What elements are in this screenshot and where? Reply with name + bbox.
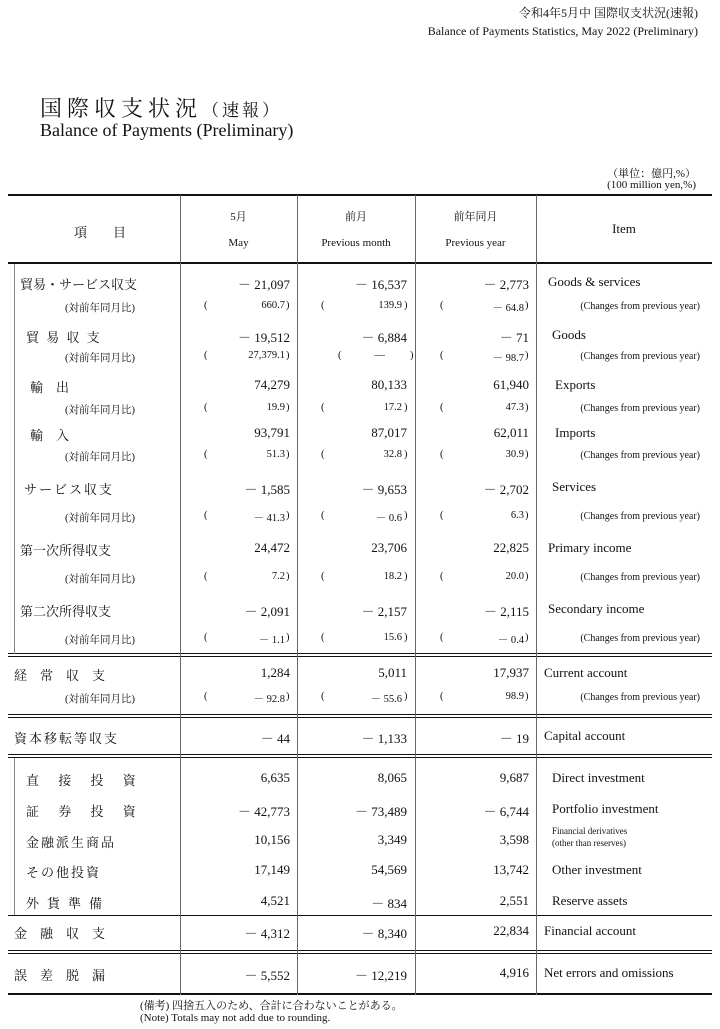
header-line-en: Balance of Payments Statistics, May 2022 (Preliminary) (427, 24, 698, 38)
paren-open: ( (204, 571, 208, 582)
paren-close: ) (525, 350, 529, 361)
row-goods-services-change-en: (Changes from previous year) (580, 301, 700, 312)
paren-open: ( (321, 402, 325, 413)
row-primary-prevyr: 22,825 (493, 540, 529, 555)
paren-close: ) (286, 510, 290, 521)
page-title-ja (40, 92, 282, 123)
rule-current-b (8, 656, 712, 657)
row-secondary-change-en: (Changes from previous year) (580, 633, 700, 644)
row-current-en: Current account (544, 665, 628, 680)
row-current-may: 1,284 (260, 665, 290, 680)
title-main: 国際収支状況 (40, 96, 203, 121)
paren-close: ) (404, 402, 408, 413)
row-errors-en: Net errors and omissions (544, 965, 674, 980)
row-direct-en: Direct investment (552, 770, 645, 785)
paren-open: ( (204, 402, 208, 413)
row-primary-change-label: (対前年同月比) (65, 574, 135, 585)
rule-errors-a (8, 950, 712, 951)
row-goods-change-en: (Changes from previous year) (580, 351, 700, 362)
row-imports-prevyr: 62,011 (493, 425, 529, 440)
unit-en: (100 million yen,%) (607, 179, 696, 191)
row-current-change-prevyr: 98.9 (505, 691, 524, 702)
paren-open: ( (204, 449, 208, 460)
row-other-en: Other investment (552, 862, 642, 877)
row-financial-prevyr: 22,834 (493, 923, 529, 938)
paren-open: ( (321, 510, 325, 521)
row-current-change-prev: － 55.6 (370, 694, 402, 705)
row-secondary-may: － 2,091 (244, 604, 290, 619)
row-goods-may: － 19,512 (237, 330, 290, 345)
paren-open: ( (204, 350, 208, 361)
col-divider-4 (536, 195, 537, 995)
row-imports-change-en: (Changes from previous year) (580, 450, 700, 461)
paren-open: ( (321, 300, 325, 311)
row-services-prevyr: － 2,702 (483, 482, 529, 497)
row-capital-prev: － 1,133 (361, 731, 407, 746)
row-goods-services-change-label: (対前年同月比) (65, 303, 135, 314)
paren-close: ) (286, 402, 290, 413)
row-portfolio-prev: － 73,489 (354, 804, 407, 819)
page-title-en: Balance of Payments (Preliminary) (40, 120, 294, 140)
paren-open: ( (440, 632, 444, 643)
row-secondary-label: 第二次所得収支 (20, 604, 112, 619)
row-current-prevyr: 17,937 (493, 665, 529, 680)
row-exports-change-en: (Changes from previous year) (580, 403, 700, 414)
row-imports-change-label: (対前年同月比) (65, 452, 135, 463)
col-header-item-ja: 項 目 (73, 225, 126, 240)
row-secondary-prevyr: － 2,115 (483, 604, 529, 619)
row-primary-change-may: 7.2 (271, 571, 285, 582)
paren-open: ( (321, 691, 325, 702)
paren-close: ) (286, 350, 290, 361)
row-primary-change-prev: 18.2 (383, 571, 402, 582)
row-derivatives-prev: 3,349 (377, 832, 407, 847)
row-goods-services-prev: － 16,537 (354, 277, 407, 292)
row-direct-prev: 8,065 (377, 770, 407, 785)
note-ja: (備考) 四捨五入のため、合計に合わないことがある。 (140, 1000, 403, 1012)
paren-open: ( (440, 300, 444, 311)
inner-bracket-invest (14, 758, 15, 915)
row-errors-label: 誤 差 脱 漏 (14, 968, 106, 983)
col-header-may-en: May (228, 237, 249, 249)
row-services-change-prevyr: 6.3 (510, 510, 524, 521)
row-services-change-prev: － 0.6 (375, 513, 402, 524)
row-direct-label: 直 接 投 資 (26, 773, 144, 788)
row-imports-change-prevyr: 30.9 (505, 449, 524, 460)
paren-open: ( (440, 571, 444, 582)
row-goods-change-prev: ― (374, 350, 385, 361)
row-services-prev: － 9,653 (361, 482, 407, 497)
row-primary-may: 24,472 (254, 540, 290, 555)
row-current-change-label: (対前年同月比) (65, 694, 135, 705)
row-services-may: － 1,585 (244, 482, 290, 497)
row-goods-prevyr: － 71 (499, 330, 529, 345)
row-current-prev: 5,011 (378, 665, 407, 680)
rule-capital-b (8, 717, 712, 718)
row-financial-en: Financial account (544, 923, 637, 938)
row-derivatives-may: 10,156 (254, 832, 290, 847)
row-derivatives-en-1: Financial derivatives (552, 826, 628, 836)
paren-close: ) (404, 300, 408, 311)
row-secondary-change-label: (対前年同月比) (65, 635, 135, 646)
paren-open: ( (204, 510, 208, 521)
paren-close: ) (410, 350, 414, 361)
col-header-item-en: Item (612, 221, 636, 236)
row-exports-label: 輸 出 (30, 380, 70, 395)
row-imports-en: Imports (555, 425, 596, 440)
rule-invest-b (8, 757, 712, 758)
row-goods-services-may: － 21,097 (237, 277, 290, 292)
row-derivatives-en-2: (other than reserves) (552, 838, 626, 848)
row-primary-change-prevyr: 20.0 (505, 571, 524, 582)
header-line-ja: 令和4年5月中 国際収支状況(速報) (519, 6, 698, 20)
paren-close: ) (404, 632, 408, 643)
paren-close: ) (286, 691, 290, 702)
row-exports-en: Exports (555, 377, 596, 392)
row-direct-prevyr: 9,687 (499, 770, 529, 785)
paren-open: ( (440, 402, 444, 413)
rule-top (8, 194, 712, 196)
row-goods-services-change-prev: 139.9 (378, 300, 402, 311)
row-exports-prev: 80,133 (371, 377, 407, 392)
row-primary-change-en: (Changes from previous year) (580, 572, 700, 583)
row-services-change-may: － 41.3 (253, 513, 285, 524)
paren-open: ( (440, 449, 444, 460)
row-capital-label: 資本移転等収支 (14, 731, 120, 746)
row-capital-may: － 44 (260, 731, 290, 746)
row-secondary-change-prev: 15.6 (383, 632, 402, 643)
row-reserve-prev: － 834 (371, 896, 407, 911)
paren-open: ( (321, 632, 325, 643)
row-goods-en: Goods (552, 327, 586, 342)
col-header-prevyr-ja: 前年同月 (453, 211, 498, 223)
row-derivatives-prevyr: 3,598 (499, 832, 529, 847)
row-reserve-prevyr: 2,551 (499, 893, 529, 908)
row-financial-prev: － 8,340 (361, 926, 407, 941)
row-goods-services-change-prevyr: － 64.8 (492, 303, 524, 314)
col-header-prev-en: Previous month (321, 237, 391, 249)
row-imports-label: 輸 入 (30, 428, 70, 443)
row-reserve-en: Reserve assets (552, 893, 628, 908)
row-primary-prev: 23,706 (371, 540, 407, 555)
row-goods-change-may: 27,379.1 (248, 350, 285, 361)
rule-current-a (8, 653, 712, 654)
rule-capital-a (8, 714, 712, 715)
paren-close: ) (286, 632, 290, 643)
row-exports-change-may: 19.9 (266, 402, 285, 413)
paren-open: ( (204, 632, 208, 643)
row-financial-may: － 4,312 (244, 926, 290, 941)
row-exports-may: 74,279 (254, 377, 290, 392)
note-en: (Note) Totals may not add due to rounding. (140, 1012, 331, 1024)
row-goods-services-label: 貿易・サービス収支 (20, 277, 138, 292)
rule-bottom (8, 993, 712, 995)
row-errors-may: － 5,552 (244, 968, 290, 983)
row-portfolio-may: － 42,773 (237, 804, 290, 819)
rule-financial (8, 915, 712, 916)
paren-close: ) (525, 510, 529, 521)
col-header-may-ja: 5月 (230, 211, 247, 223)
row-goods-services-prevyr: － 2,773 (483, 277, 529, 292)
paren-close: ) (525, 449, 529, 460)
paren-close: ) (525, 402, 529, 413)
row-services-en: Services (552, 479, 597, 494)
row-reserve-label: 外貨準備 (26, 896, 111, 911)
row-exports-change-label: (対前年同月比) (65, 405, 135, 416)
row-capital-prevyr: － 19 (499, 731, 529, 746)
row-goods-change-prevyr: － 98.7 (492, 353, 524, 364)
rule-header (8, 262, 712, 264)
row-primary-label: 第一次所得収支 (20, 543, 112, 558)
row-imports-prev: 87,017 (371, 425, 407, 440)
title-sub: （速報） (202, 101, 283, 120)
row-errors-prev: － 12,219 (354, 968, 407, 983)
row-current-change-may: － 92.8 (253, 694, 285, 705)
col-divider-2 (297, 195, 298, 995)
row-reserve-may: 4,521 (260, 893, 290, 908)
row-current-change-en: (Changes from previous year) (580, 692, 700, 703)
rule-invest-a (8, 754, 712, 755)
row-direct-may: 6,635 (260, 770, 290, 785)
row-services-label: サービス収支 (24, 482, 115, 497)
row-secondary-en: Secondary income (548, 601, 645, 616)
paren-open: ( (440, 510, 444, 521)
row-other-prev: 54,569 (371, 862, 407, 877)
row-portfolio-label: 証 券 投 資 (26, 804, 144, 819)
paren-close: ) (525, 691, 529, 702)
row-goods-change-label: (対前年同月比) (65, 353, 135, 364)
row-primary-en: Primary income (548, 540, 632, 555)
paren-open: ( (204, 300, 208, 311)
row-other-label: その他投資 (26, 865, 102, 880)
row-services-change-en: (Changes from previous year) (580, 511, 700, 522)
paren-open: ( (204, 691, 208, 702)
row-services-change-label: (対前年同月比) (65, 513, 135, 524)
paren-close: ) (286, 571, 290, 582)
row-current-label: 経 常 収 支 (14, 668, 106, 683)
row-imports-change-prev: 32.8 (383, 449, 402, 460)
paren-open: ( (321, 449, 325, 460)
col-divider-1 (180, 195, 181, 995)
paren-open: ( (321, 571, 325, 582)
row-secondary-change-may: － 1.1 (258, 635, 285, 646)
row-derivatives-label: 金融派生商品 (26, 835, 117, 850)
paren-close: ) (404, 571, 408, 582)
row-errors-prevyr: 4,916 (499, 965, 529, 980)
row-secondary-prev: － 2,157 (361, 604, 407, 619)
row-goods-label: 貿 易 収 支 (26, 330, 102, 345)
row-exports-prevyr: 61,940 (493, 377, 529, 392)
paren-close: ) (286, 300, 290, 311)
unit-ja: （単位：億円,%） (607, 168, 696, 180)
row-portfolio-prevyr: － 6,744 (483, 804, 529, 819)
row-capital-en: Capital account (544, 728, 626, 743)
row-goods-services-en: Goods & services (548, 274, 641, 289)
row-financial-label: 金 融 収 支 (14, 926, 106, 941)
row-other-may: 17,149 (254, 862, 290, 877)
paren-close: ) (286, 449, 290, 460)
row-exports-change-prev: 17.2 (383, 402, 402, 413)
row-imports-may: 93,791 (254, 425, 290, 440)
col-divider-3 (415, 195, 416, 995)
row-goods-prev: － 6,884 (361, 330, 407, 345)
row-imports-change-may: 51.3 (266, 449, 285, 460)
paren-close: ) (525, 571, 529, 582)
paren-close: ) (404, 449, 408, 460)
col-header-prev-ja: 前月 (345, 211, 367, 223)
row-other-prevyr: 13,742 (493, 862, 529, 877)
paren-close: ) (525, 300, 529, 311)
paren-close: ) (404, 510, 408, 521)
paren-close: ) (404, 691, 408, 702)
row-secondary-change-prevyr: － 0.4 (497, 635, 524, 646)
row-exports-change-prevyr: 47.3 (505, 402, 524, 413)
row-portfolio-en: Portfolio investment (552, 801, 659, 816)
paren-open: ( (440, 691, 444, 702)
paren-close: ) (525, 632, 529, 643)
paren-open: ( (338, 350, 342, 361)
paren-open: ( (440, 350, 444, 361)
row-goods-services-change-may: 660.7 (261, 300, 285, 311)
rule-errors-b (8, 953, 712, 954)
col-header-prevyr-en: Previous year (445, 237, 506, 249)
inner-bracket-top (14, 264, 15, 654)
